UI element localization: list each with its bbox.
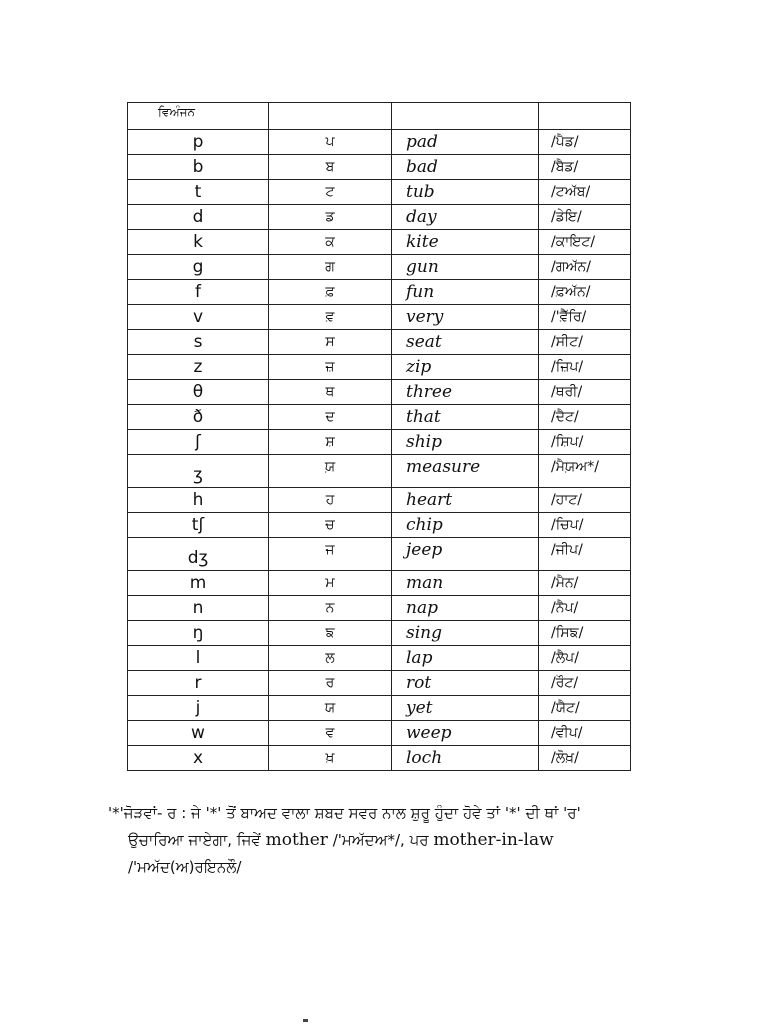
gurmukhi-letter-cell: ਕ	[269, 230, 392, 255]
gurmukhi-letter-cell: ਫ਼	[269, 280, 392, 305]
gurmukhi-letter-cell: ਵ਼	[269, 305, 392, 330]
table-row	[128, 488, 631, 513]
ipa-symbol-cell: v	[128, 305, 269, 330]
gurmukhi-letter-cell: ਯ਼	[269, 455, 392, 488]
transcription-cell: /ਥਰੀ/	[539, 380, 631, 405]
gurmukhi-letter-cell: ਲ	[269, 646, 392, 671]
footnote-text: ਉਚਾਰਿਆ ਜਾਏਗਾ, ਜਿਵੇਂ	[128, 831, 261, 849]
ipa-symbol-cell: s	[128, 330, 269, 355]
transcription-cell: /ਪੈਡ/	[539, 130, 631, 155]
table-row	[128, 646, 631, 671]
example-word-cell: rot	[392, 671, 539, 696]
gurmukhi-letter-cell: ਟ	[269, 180, 392, 205]
example-word-cell: tub	[392, 180, 539, 205]
gurmukhi-letter-cell: ਸ਼	[269, 430, 392, 455]
table-row	[128, 513, 631, 538]
transcription-cell: /ਜ਼ਿਪ/	[539, 355, 631, 380]
transcription-cell: /ਬੈਡ/	[539, 155, 631, 180]
table-row	[128, 596, 631, 621]
example-word-cell: day	[392, 205, 539, 230]
ipa-symbol-cell: w	[128, 721, 269, 746]
gurmukhi-letter-cell: ਡ	[269, 205, 392, 230]
example-word-cell: bad	[392, 155, 539, 180]
transcription-cell: /ਲੋਖ਼/	[539, 746, 631, 771]
gurmukhi-letter-cell: ਮ	[269, 571, 392, 596]
ipa-symbol-cell: ʃ	[128, 430, 269, 455]
table-row	[128, 671, 631, 696]
ipa-symbol-cell: ð	[128, 405, 269, 430]
header-cell-2	[269, 103, 392, 130]
footnote-line-2	[108, 827, 688, 854]
example-word-cell: very	[392, 305, 539, 330]
transcription-cell: /ਲੈਪ/	[539, 646, 631, 671]
transcription-cell: /ਫ਼ਅੱਨ/	[539, 280, 631, 305]
gurmukhi-letter-cell: ਙ	[269, 621, 392, 646]
example-word-cell: seat	[392, 330, 539, 355]
transcription-cell: /ਹਾਟ/	[539, 488, 631, 513]
table-row	[128, 280, 631, 305]
table-row	[128, 205, 631, 230]
ipa-symbol-cell: tʃ	[128, 513, 269, 538]
example-word-cell: zip	[392, 355, 539, 380]
example-word-cell: sing	[392, 621, 539, 646]
transcription-cell: /ਡੇਇ/	[539, 205, 631, 230]
ipa-symbol-cell: k	[128, 230, 269, 255]
example-word-cell: nap	[392, 596, 539, 621]
gurmukhi-letter-cell: ਸ	[269, 330, 392, 355]
gurmukhi-letter-cell: ਹ	[269, 488, 392, 513]
table-row	[128, 455, 631, 488]
table-row	[128, 130, 631, 155]
example-word-cell: man	[392, 571, 539, 596]
table-row	[128, 405, 631, 430]
transcription-cell: /ਵੀਪ/	[539, 721, 631, 746]
table-row	[128, 155, 631, 180]
gurmukhi-letter-cell: ਨ	[269, 596, 392, 621]
table-row	[128, 721, 631, 746]
gurmukhi-letter-cell: ਪ	[269, 130, 392, 155]
example-word-cell: ship	[392, 430, 539, 455]
transcription-cell: /ਗਅੱਨ/	[539, 255, 631, 280]
example-word-cell: heart	[392, 488, 539, 513]
table-row	[128, 621, 631, 646]
header-cell-4	[539, 103, 631, 130]
example-word-cell: measure	[392, 455, 539, 488]
transcription-cell: /ਸਿਙ/	[539, 621, 631, 646]
table-row	[128, 746, 631, 771]
example-word-cell: weep	[392, 721, 539, 746]
footnote-text: /'ਮਅੱਦਅ*/, ਪਰ	[332, 831, 429, 849]
transcription-cell: /ਯੈਟ/	[539, 696, 631, 721]
ipa-symbol-cell: dʒ	[128, 538, 269, 571]
ipa-symbol-cell: z	[128, 355, 269, 380]
example-word-cell: pad	[392, 130, 539, 155]
ipa-symbol-cell: j	[128, 696, 269, 721]
ipa-symbol-cell: b	[128, 155, 269, 180]
example-word-cell: yet	[392, 696, 539, 721]
gurmukhi-letter-cell: ਯ	[269, 696, 392, 721]
gurmukhi-letter-cell: ਦ	[269, 405, 392, 430]
example-word-cell: loch	[392, 746, 539, 771]
example-word: mother	[265, 830, 328, 850]
example-word-cell: kite	[392, 230, 539, 255]
transcription-cell: /ਮੈਯ਼ਅ*/	[539, 455, 631, 488]
ipa-symbol-cell: x	[128, 746, 269, 771]
ipa-symbol-cell: p	[128, 130, 269, 155]
header-cell-1: ਵਿਅੰਜਨ	[128, 103, 269, 130]
example-word-cell: three	[392, 380, 539, 405]
gurmukhi-letter-cell: ਬ	[269, 155, 392, 180]
header-cell-3	[392, 103, 539, 130]
consonant-table-body	[128, 103, 631, 771]
ipa-symbol-cell: θ	[128, 380, 269, 405]
table-row	[128, 330, 631, 355]
transcription-cell: /ਸੀਟ/	[539, 330, 631, 355]
footnote-line-1: '*'ਜੋੜਵਾਂ- ਰ : ਜੇ '*' ਤੋਂ ਬਾਅਦ ਵਾਲਾ ਸ਼ਬਦ ਸਵਰ ਨਾਲ ਸ਼ੁਰੂ ਹੁੰਦਾ ਹੋਵੇ ਤਾਂ '*' ਦੀ ਥਾਂ 'ਰ'	[108, 804, 581, 822]
page-mark	[303, 1019, 308, 1022]
table-row	[128, 380, 631, 405]
transcription-cell: /ਦੈਟ/	[539, 405, 631, 430]
footnote	[108, 800, 688, 881]
gurmukhi-letter-cell: ਚ	[269, 513, 392, 538]
ipa-symbol-cell: d	[128, 205, 269, 230]
table-row	[128, 538, 631, 571]
table-row	[128, 696, 631, 721]
example-word-cell: lap	[392, 646, 539, 671]
table-row	[128, 430, 631, 455]
transcription-cell: /'ਵ਼ੈੱਰਿ/	[539, 305, 631, 330]
ipa-symbol-cell: r	[128, 671, 269, 696]
transcription-cell: /ਕਾਇਟ/	[539, 230, 631, 255]
ipa-symbol-cell: g	[128, 255, 269, 280]
example-word-cell: that	[392, 405, 539, 430]
table-row	[128, 305, 631, 330]
gurmukhi-letter-cell: ਥ	[269, 380, 392, 405]
table-row	[128, 355, 631, 380]
transcription-cell: /ਨੈਪ/	[539, 596, 631, 621]
table-row	[128, 180, 631, 205]
example-word-cell: fun	[392, 280, 539, 305]
gurmukhi-letter-cell: ਜ	[269, 538, 392, 571]
table-row	[128, 255, 631, 280]
transcription-cell: /ਚਿਪ/	[539, 513, 631, 538]
gurmukhi-letter-cell: ਖ਼	[269, 746, 392, 771]
example-word-cell: chip	[392, 513, 539, 538]
table-header-row	[128, 103, 631, 130]
ipa-symbol-cell: n	[128, 596, 269, 621]
table-row	[128, 571, 631, 596]
gurmukhi-letter-cell: ਵ	[269, 721, 392, 746]
transcription-cell: /ਰੌਟ/	[539, 671, 631, 696]
ipa-symbol-cell: m	[128, 571, 269, 596]
ipa-symbol-cell: h	[128, 488, 269, 513]
transcription-cell: /ਮੈਨ/	[539, 571, 631, 596]
transcription-cell: /ਟਅੱਬ/	[539, 180, 631, 205]
gurmukhi-letter-cell: ਜ਼	[269, 355, 392, 380]
gurmukhi-letter-cell: ਗ	[269, 255, 392, 280]
gurmukhi-letter-cell: ਰ	[269, 671, 392, 696]
transcription-cell: /ਜੀਪ/	[539, 538, 631, 571]
ipa-symbol-cell: ʒ	[128, 455, 269, 488]
example-word-cell: gun	[392, 255, 539, 280]
ipa-symbol-cell: ŋ	[128, 621, 269, 646]
transcription-cell: /ਸ਼ਿਪ/	[539, 430, 631, 455]
example-word: mother-in-law	[433, 830, 554, 850]
ipa-symbol-cell: t	[128, 180, 269, 205]
ipa-symbol-cell: l	[128, 646, 269, 671]
ipa-symbol-cell: f	[128, 280, 269, 305]
example-word-cell: jeep	[392, 538, 539, 571]
footnote-line-3: /'ਮਅੱਦ(ਅ)ਰਇਨਲੌ/	[128, 858, 242, 876]
consonant-table	[127, 102, 631, 771]
table-row	[128, 230, 631, 255]
